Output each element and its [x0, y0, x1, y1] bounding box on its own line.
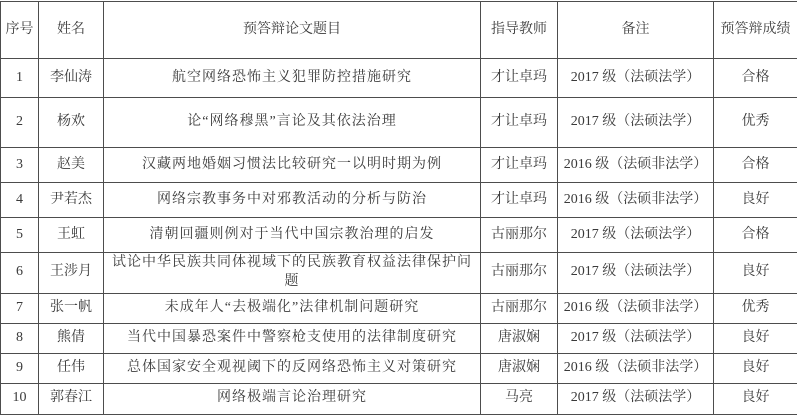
cell-advisor: 古丽那尔 — [481, 293, 558, 323]
table-row — [1, 148, 797, 183]
cell-name: 张一帆 — [39, 293, 104, 323]
table-row — [1, 59, 797, 98]
cell-index: 4 — [1, 183, 39, 218]
cell-index: 6 — [1, 253, 39, 294]
cell-title: 清朝回疆则例对于当代中国宗教治理的启发 — [104, 218, 481, 253]
cell-index: 1 — [1, 59, 39, 98]
cell-advisor: 马亮 — [481, 383, 558, 414]
cell-note: 2017 级（法硕法学） — [558, 218, 714, 253]
table-row — [1, 218, 797, 253]
table-row — [1, 293, 797, 323]
cell-advisor: 唐淑娴 — [481, 353, 558, 383]
table-row — [1, 253, 797, 294]
cell-advisor: 唐淑娴 — [481, 323, 558, 353]
col-header-name: 姓名 — [39, 2, 104, 59]
cell-name: 尹若杰 — [39, 183, 104, 218]
cell-name: 郭春江 — [39, 383, 104, 414]
cell-name: 赵美 — [39, 148, 104, 183]
cell-title: 汉藏两地婚姻习惯法比较研究一以明时期为例 — [104, 148, 481, 183]
cell-note: 2017 级（法硕法学） — [558, 98, 714, 148]
cell-grade: 良好 — [714, 383, 797, 414]
col-header-grade: 预答辩成绩 — [714, 2, 797, 59]
cell-title: 未成年人“去极端化”法律机制问题研究 — [104, 293, 481, 323]
cell-advisor: 才让卓玛 — [481, 98, 558, 148]
pre-defense-results-table — [0, 1, 797, 415]
table-row — [1, 98, 797, 148]
cell-index: 10 — [1, 383, 39, 414]
cell-title: 当代中国暴恐案件中警察枪支使用的法律制度研究 — [104, 323, 481, 353]
cell-grade: 良好 — [714, 253, 797, 294]
cell-note: 2017 级（法硕法学） — [558, 59, 714, 98]
cell-name: 任伟 — [39, 353, 104, 383]
cell-index: 8 — [1, 323, 39, 353]
cell-title: 总体国家安全观视阈下的反网络恐怖主义对策研究 — [104, 353, 481, 383]
cell-title: 试论中华民族共同体视域下的民族教育权益法律保护问题 — [104, 253, 481, 294]
cell-note: 2017 级（法硕法学） — [558, 253, 714, 294]
cell-title: 论“网络穆黑”言论及其依法治理 — [104, 98, 481, 148]
col-header-note: 备注 — [558, 2, 714, 59]
cell-advisor: 才让卓玛 — [481, 59, 558, 98]
cell-grade: 合格 — [714, 218, 797, 253]
cell-index: 5 — [1, 218, 39, 253]
table-row — [1, 323, 797, 353]
table-row — [1, 353, 797, 383]
col-header-title: 预答辩论文题目 — [104, 2, 481, 59]
cell-note: 2016 级（法硕非法学） — [558, 353, 714, 383]
cell-title: 网络极端言论治理研究 — [104, 383, 481, 414]
cell-title: 网络宗教事务中对邪教活动的分析与防治 — [104, 183, 481, 218]
cell-grade: 良好 — [714, 323, 797, 353]
cell-note: 2016 级（法硕非法学） — [558, 183, 714, 218]
cell-advisor: 古丽那尔 — [481, 218, 558, 253]
cell-index: 9 — [1, 353, 39, 383]
cell-name: 杨欢 — [39, 98, 104, 148]
cell-grade: 良好 — [714, 353, 797, 383]
col-header-advisor: 指导教师 — [481, 2, 558, 59]
cell-title: 航空网络恐怖主义犯罪防控措施研究 — [104, 59, 481, 98]
col-header-index: 序号 — [1, 2, 39, 59]
cell-name: 李仙涛 — [39, 59, 104, 98]
cell-note: 2017 级（法硕法学） — [558, 323, 714, 353]
cell-name: 王涉月 — [39, 253, 104, 294]
cell-note: 2016 级（法硕非法学） — [558, 293, 714, 323]
cell-grade: 优秀 — [714, 98, 797, 148]
cell-note: 2016 级（法硕非法学） — [558, 148, 714, 183]
header-row — [1, 2, 797, 59]
cell-note: 2017 级（法硕法学） — [558, 383, 714, 414]
cell-grade: 优秀 — [714, 293, 797, 323]
cell-index: 7 — [1, 293, 39, 323]
cell-advisor: 才让卓玛 — [481, 148, 558, 183]
cell-grade: 合格 — [714, 59, 797, 98]
cell-grade: 合格 — [714, 148, 797, 183]
cell-index: 3 — [1, 148, 39, 183]
cell-index: 2 — [1, 98, 39, 148]
cell-advisor: 才让卓玛 — [481, 183, 558, 218]
table-row — [1, 183, 797, 218]
cell-grade: 良好 — [714, 183, 797, 218]
cell-advisor: 古丽那尔 — [481, 253, 558, 294]
cell-name: 王虹 — [39, 218, 104, 253]
cell-name: 熊倩 — [39, 323, 104, 353]
